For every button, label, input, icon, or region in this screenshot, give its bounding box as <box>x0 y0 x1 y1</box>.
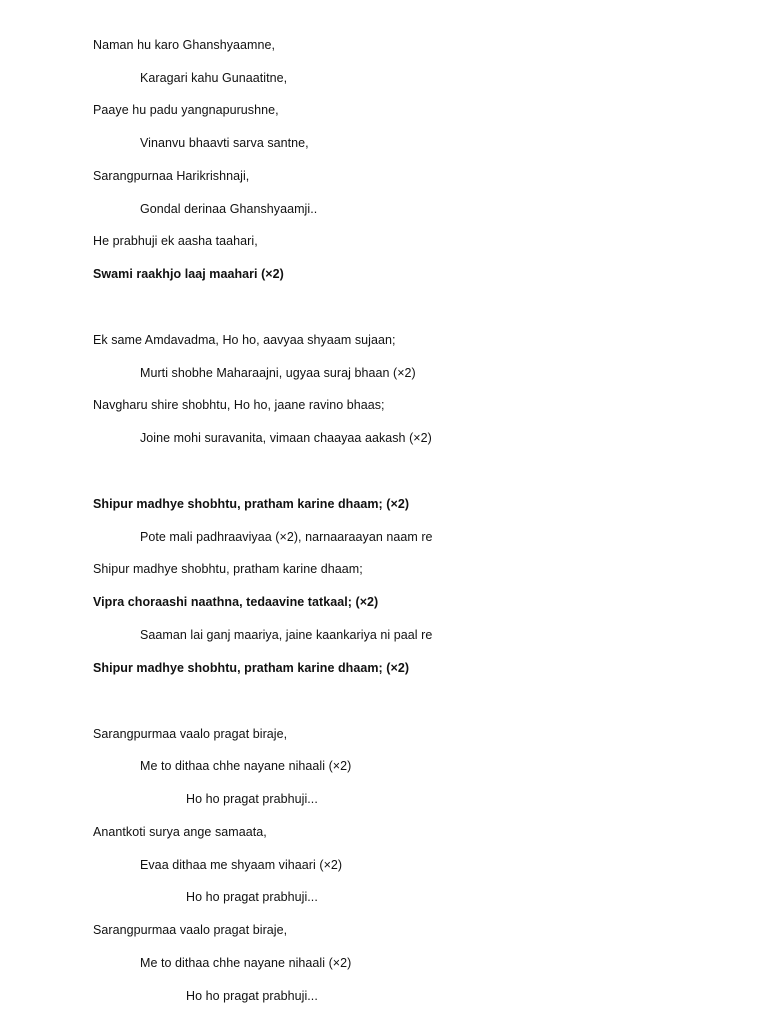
lyric-line: Gondal derinaa Ghanshyaamji.. <box>140 202 318 216</box>
lyric-line: Pote mali padhraaviyaa (×2), narnaaraayan naam re <box>140 530 433 544</box>
lyric-line: Swami raakhjo laaj maahari (×2) <box>93 267 284 281</box>
lyric-line: Sarangpurmaa vaalo pragat biraje, <box>93 923 288 937</box>
lyric-line: Joine mohi suravanita, vimaan chaayaa aakash (×2) <box>140 431 432 445</box>
lyric-line: Evaa dithaa me shyaam vihaari (×2) <box>140 858 343 872</box>
lyric-line: Anantkoti surya ange samaata, <box>93 825 267 839</box>
lyric-line: Me to dithaa chhe nayane nihaali (×2) <box>140 956 352 970</box>
lyric-line: Me to dithaa chhe nayane nihaali (×2) <box>140 759 352 773</box>
lyric-line: Ek same Amdavadma, Ho ho, aavyaa shyaam sujaan; <box>93 333 396 347</box>
lyric-line: Saaman lai ganj maariya, jaine kaankariya ni paal re <box>140 628 433 642</box>
lyric-line: Shipur madhye shobhtu, pratham karine dhaam; (×2) <box>93 497 410 511</box>
lyric-line: Murti shobhe Maharaajni, ugyaa suraj bhaan (×2) <box>140 366 416 380</box>
lyric-line: Karagari kahu Gunaatitne, <box>140 71 288 85</box>
lyric-line: He prabhuji ek aasha taahari, <box>93 234 258 248</box>
lyric-line: Paaye hu padu yangnapurushne, <box>93 103 279 117</box>
lyric-line: Naman hu karo Ghanshyaamne, <box>93 38 276 52</box>
lyric-line: Vinanvu bhaavti sarva santne, <box>140 136 309 150</box>
lyric-line: Sarangpurnaa Harikrishnaji, <box>93 169 250 183</box>
lyric-line: Vipra choraashi naathna, tedaavine tatkaal; (×2) <box>93 595 379 609</box>
lyric-line: Shipur madhye shobhtu, pratham karine dhaam; (×2) <box>93 661 410 675</box>
lyric-line: Sarangpurmaa vaalo pragat biraje, <box>93 727 288 741</box>
lyric-line: Ho ho pragat prabhuji... <box>186 792 318 806</box>
lyric-line: Navgharu shire shobhtu, Ho ho, jaane ravino bhaas; <box>93 398 385 412</box>
lyric-line: Shipur madhye shobhtu, pratham karine dhaam; <box>93 562 363 576</box>
lyric-line: Ho ho pragat prabhuji... <box>186 989 318 1003</box>
lyric-line: Ho ho pragat prabhuji... <box>186 890 318 904</box>
